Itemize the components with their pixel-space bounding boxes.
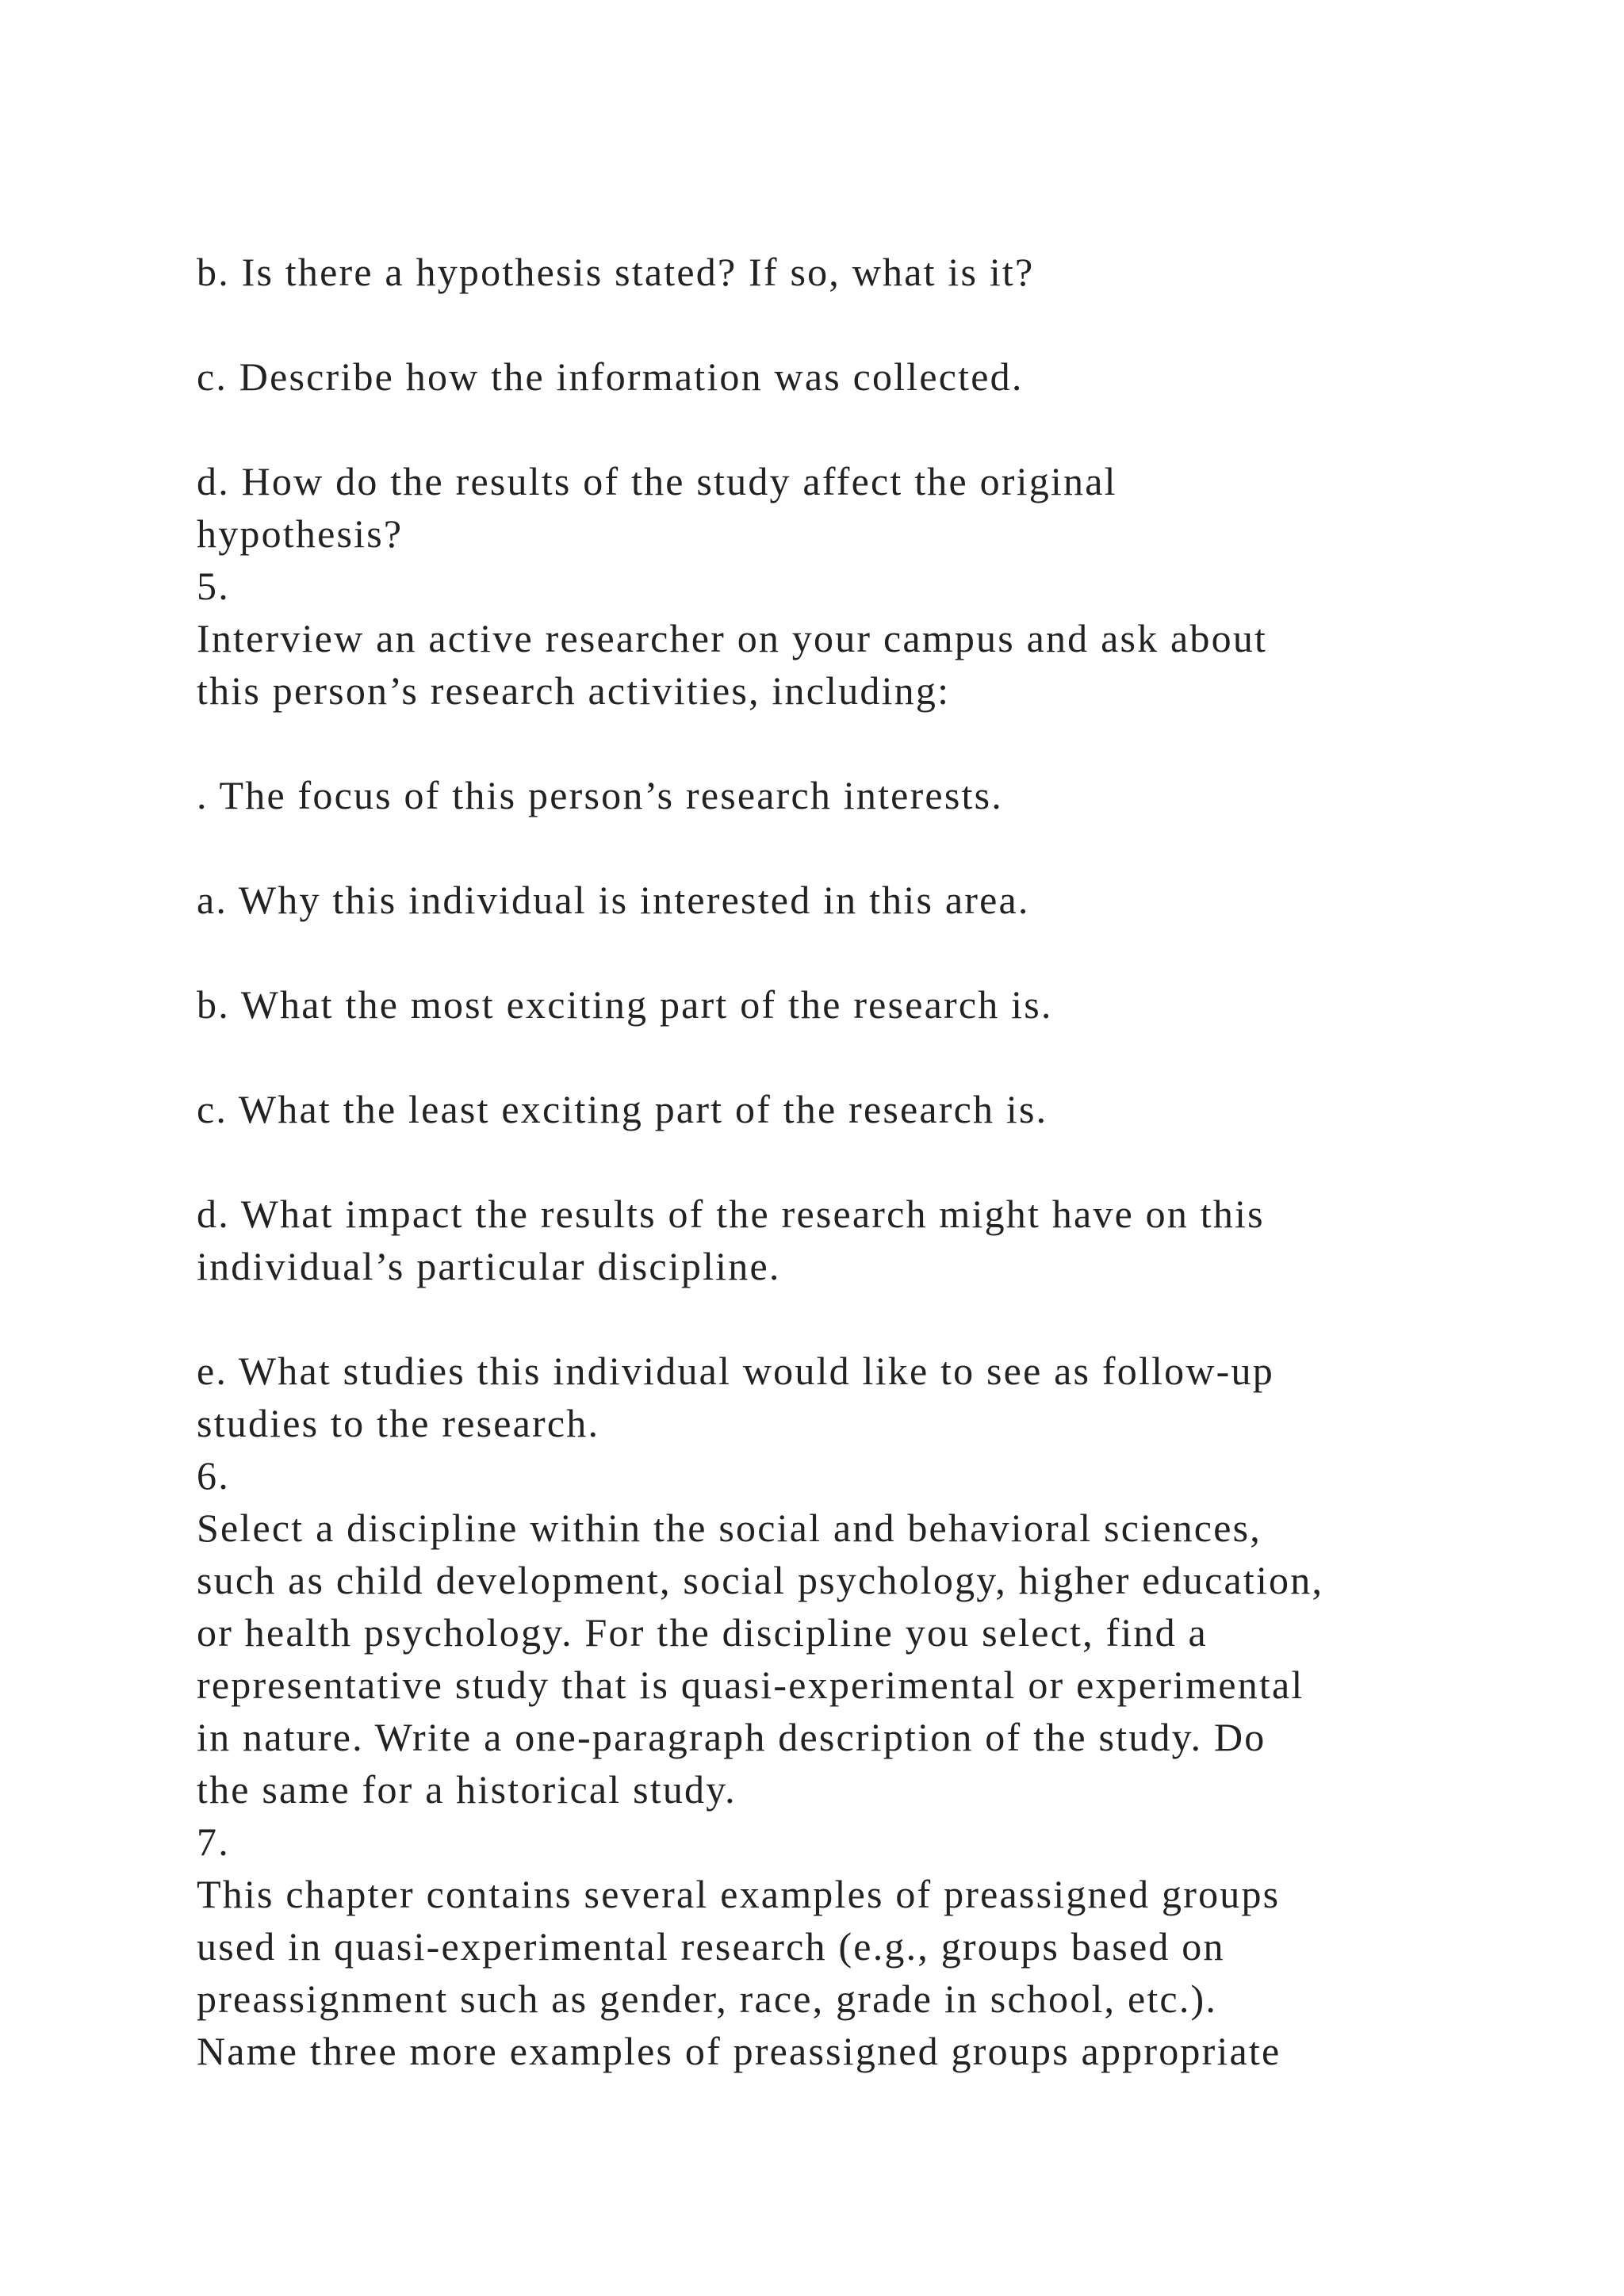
text-line: c. What the least exciting part of the research is. bbox=[197, 1087, 1048, 1131]
text-line: 6. bbox=[197, 1453, 230, 1498]
text-line: hypothesis? bbox=[197, 511, 404, 556]
text-line: the same for a historical study. bbox=[197, 1767, 737, 1812]
text-line: this person’s research activities, including: bbox=[197, 668, 951, 713]
blank-line bbox=[197, 1292, 1561, 1345]
text-line: preassignment such as gender, race, grade in school, etc.). bbox=[197, 1976, 1218, 2021]
text-line: d. How do the results of the study affect the original bbox=[197, 459, 1117, 503]
blank-line bbox=[197, 403, 1561, 455]
text-line: . The focus of this person’s research interests. bbox=[197, 773, 1003, 817]
text-line: studies to the research. bbox=[197, 1401, 600, 1445]
blank-line bbox=[197, 926, 1561, 978]
text-line: Select a discipline within the social and behavioral sciences, bbox=[197, 1506, 1262, 1550]
text-line: b. What the most exciting part of the research is. bbox=[197, 982, 1053, 1027]
blank-line bbox=[197, 1135, 1561, 1188]
text-line: such as child development, social psychology, higher education, bbox=[197, 1558, 1324, 1602]
text-line: This chapter contains several examples of preassigned groups bbox=[197, 1872, 1281, 1916]
text-line: 7. bbox=[197, 1820, 230, 1864]
blank-line bbox=[197, 717, 1561, 769]
blank-line bbox=[197, 821, 1561, 874]
text-line: individual’s particular discipline. bbox=[197, 1244, 781, 1288]
text-line: used in quasi-experimental research (e.g., groups based on bbox=[197, 1924, 1225, 1969]
text-line: a. Why this individual is interested in this area. bbox=[197, 878, 1030, 922]
text-line: Interview an active researcher on your campus and ask about bbox=[197, 616, 1268, 660]
text-line: d. What impact the results of the research might have on this bbox=[197, 1192, 1265, 1236]
text-line: e. What studies this individual would like to see as follow-up bbox=[197, 1349, 1274, 1393]
text-line: in nature. Write a one-paragraph description of the study. Do bbox=[197, 1715, 1266, 1759]
blank-line bbox=[197, 1031, 1561, 1083]
text-line: representative study that is quasi-experimental or experimental bbox=[197, 1663, 1304, 1707]
text-line: 5. bbox=[197, 564, 230, 608]
text-line: or health psychology. For the discipline you select, find a bbox=[197, 1610, 1208, 1655]
text-line: Name three more examples of preassigned groups appropriate bbox=[197, 2029, 1281, 2073]
document-body bbox=[197, 246, 1561, 2077]
text-line: b. Is there a hypothesis stated? If so, what is it? bbox=[197, 250, 1035, 294]
text-line: c. Describe how the information was collected. bbox=[197, 354, 1024, 399]
blank-line bbox=[197, 298, 1561, 350]
